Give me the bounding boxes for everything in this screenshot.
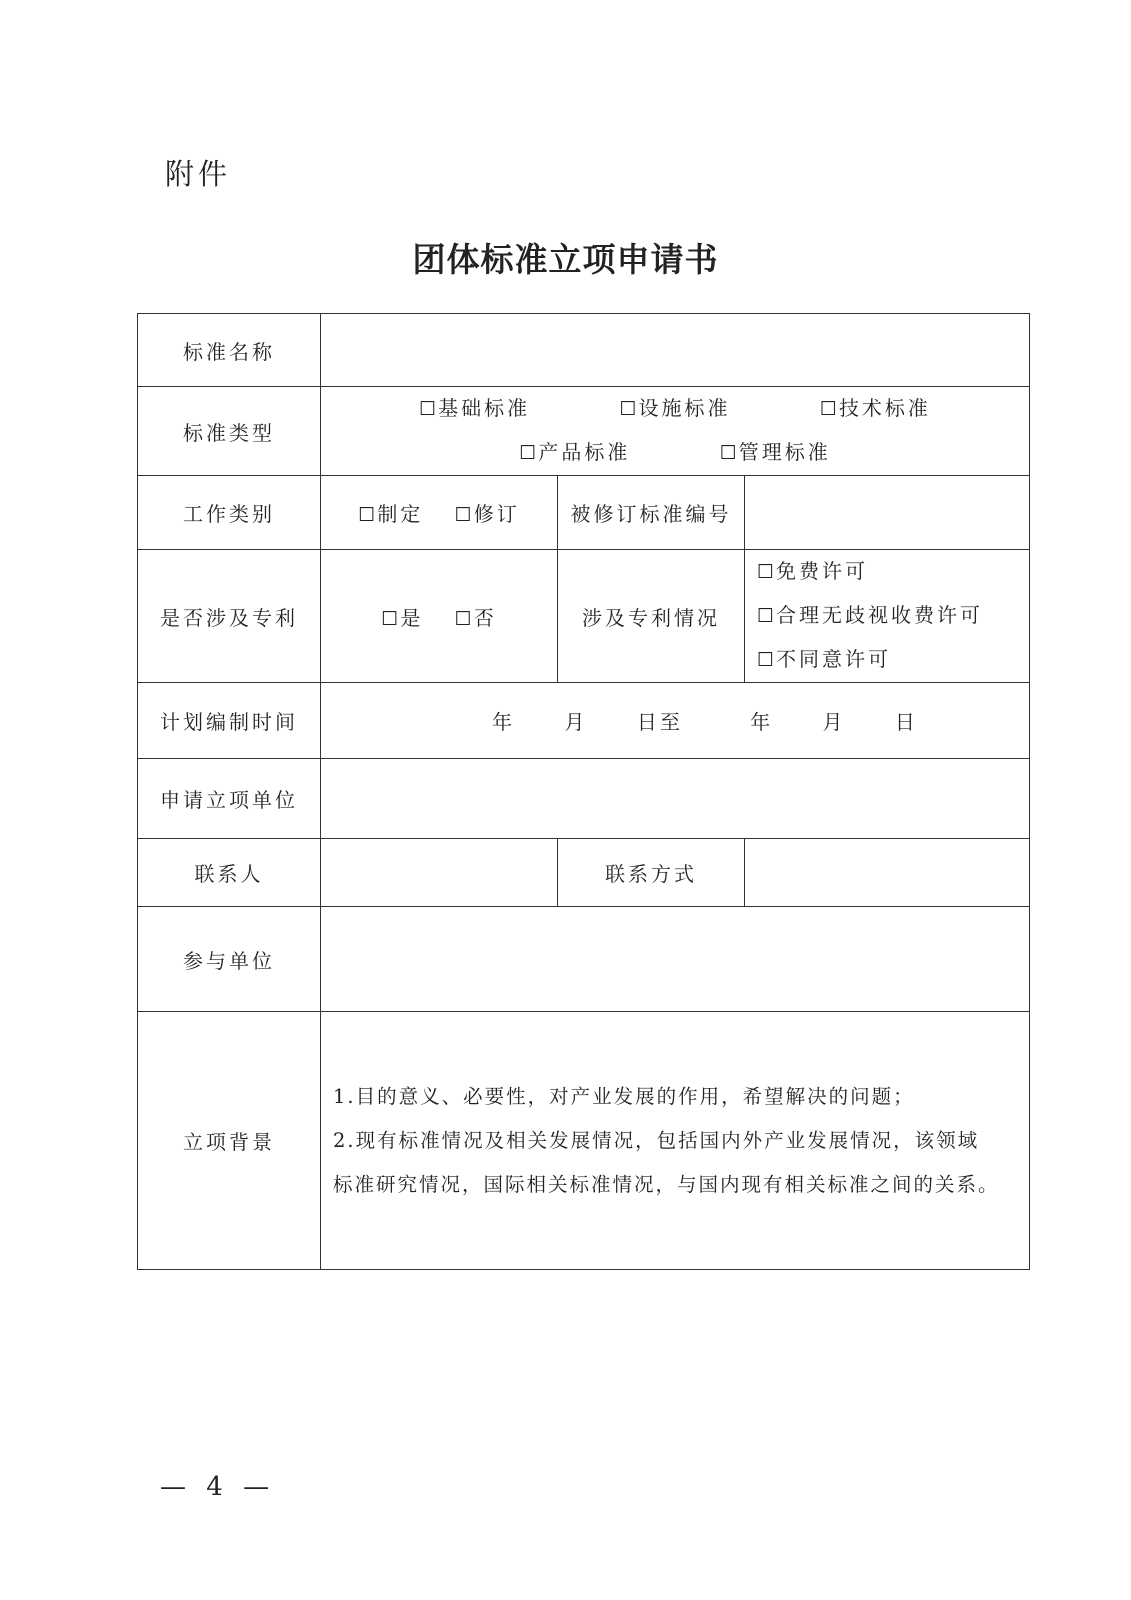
background-line-3: 标准研究情况，国际相关标准情况，与国内现有相关标准之间的关系。 — [333, 1172, 1000, 1196]
row-plan-time — [138, 683, 1030, 759]
end-month-unit: 月 — [822, 710, 846, 734]
end-day-unit: 日 — [894, 710, 918, 734]
background-line-1: 1.目的意义、必要性，对产业发展的作用，希望解决的问题； — [333, 1084, 915, 1108]
row-work-category — [138, 476, 1030, 550]
checkbox-formulate[interactable]: ☐ 制定 — [358, 502, 424, 526]
row-contact — [138, 839, 1030, 907]
standard-type-label: 标准类型 — [138, 387, 321, 476]
work-category-options — [321, 476, 558, 550]
contact-person-field[interactable] — [321, 839, 558, 907]
checkbox-no-license[interactable]: ☐ 不同意许可 — [757, 647, 892, 671]
checkbox-icon: ☐ — [819, 398, 837, 420]
checkbox-icon: ☐ — [454, 607, 472, 630]
row-standard-type — [138, 387, 1030, 476]
applicant-unit-field[interactable] — [321, 759, 1030, 839]
revised-number-field[interactable] — [745, 476, 1030, 550]
plan-time-label: 计划编制时间 — [138, 683, 321, 759]
checkbox-patent-yes[interactable]: ☐ 是 — [381, 605, 424, 630]
row-patent — [138, 550, 1030, 683]
checkbox-management-standard[interactable]: ☐ 管理标准 — [719, 440, 831, 464]
row-background — [138, 1012, 1030, 1270]
attachment-label: 附件 — [165, 157, 232, 191]
applicant-unit-label: 申请立项单位 — [138, 759, 321, 839]
checkbox-icon: ☐ — [619, 398, 637, 420]
start-year-unit: 年 — [492, 710, 516, 734]
checkbox-icon: ☐ — [519, 442, 537, 464]
standard-name-label: 标准名称 — [138, 314, 321, 387]
checkbox-icon: ☐ — [381, 607, 399, 630]
revised-number-label: 被修订标准编号 — [558, 476, 745, 550]
checkbox-patent-no[interactable]: ☐ 否 — [454, 605, 497, 630]
checkbox-icon: ☐ — [719, 442, 737, 464]
participants-field[interactable] — [321, 907, 1030, 1012]
start-day-to-unit: 日至 — [636, 710, 683, 734]
document-title: 团体标准立项申请书 — [412, 240, 719, 279]
application-form-table — [137, 313, 1030, 1270]
checkbox-icon: ☐ — [454, 504, 472, 526]
background-label: 立项背景 — [138, 1012, 321, 1270]
checkbox-product-standard[interactable]: ☐ 产品标准 — [519, 440, 631, 464]
checkbox-icon: ☐ — [757, 561, 775, 583]
checkbox-icon: ☐ — [757, 605, 775, 627]
checkbox-icon: ☐ — [358, 504, 376, 526]
checkbox-facility-standard[interactable]: ☐ 设施标准 — [619, 396, 731, 420]
row-standard-name — [138, 314, 1030, 387]
work-category-label: 工作类别 — [138, 476, 321, 550]
row-participants — [138, 907, 1030, 1012]
patent-situation-options — [745, 550, 1030, 683]
standard-name-field[interactable] — [321, 314, 1030, 387]
checkbox-revise[interactable]: ☐ 修订 — [454, 502, 520, 526]
patent-options — [321, 550, 558, 683]
checkbox-technical-standard[interactable]: ☐ 技术标准 — [819, 396, 931, 420]
checkbox-free-license[interactable]: ☐ 免费许可 — [757, 559, 869, 583]
row-applicant-unit — [138, 759, 1030, 839]
checkbox-basic-standard[interactable]: ☐ 基础标准 — [419, 396, 531, 420]
contact-person-label: 联系人 — [138, 839, 321, 907]
start-month-unit: 月 — [564, 710, 588, 734]
checkbox-icon: ☐ — [419, 398, 437, 420]
page-number: — 4 — — [160, 1472, 276, 1502]
contact-method-label: 联系方式 — [558, 839, 745, 907]
participants-label: 参与单位 — [138, 907, 321, 1012]
checkbox-icon: ☐ — [757, 649, 775, 671]
contact-method-field[interactable] — [745, 839, 1030, 907]
patent-label: 是否涉及专利 — [138, 550, 321, 683]
plan-time-field[interactable] — [321, 683, 1030, 759]
background-line-2: 2.现有标准情况及相关发展情况，包括国内外产业发展情况，该领域 — [333, 1128, 980, 1152]
background-field[interactable] — [321, 1012, 1030, 1270]
checkbox-rand-license[interactable]: ☐ 合理无歧视收费许可 — [757, 603, 984, 627]
standard-type-options — [321, 387, 1030, 476]
end-year-unit: 年 — [750, 710, 774, 734]
patent-situation-label: 涉及专利情况 — [558, 550, 745, 683]
